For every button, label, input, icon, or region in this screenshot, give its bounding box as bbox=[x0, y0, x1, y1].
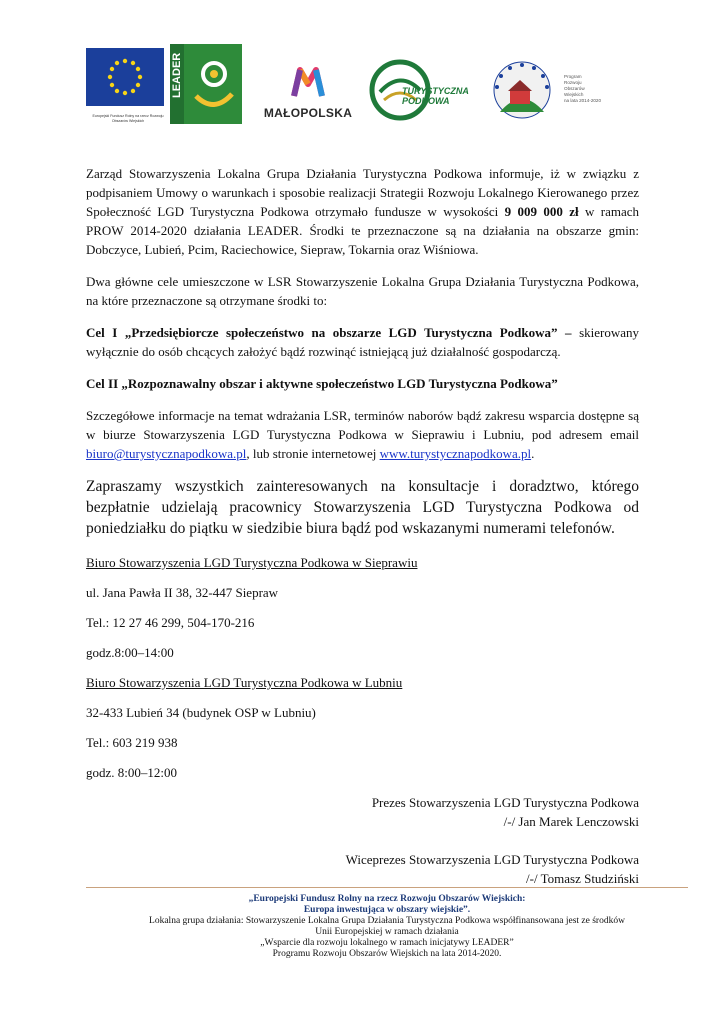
leader-text: LEADER bbox=[171, 52, 183, 98]
funding-amount: 9 009 000 zł bbox=[504, 204, 579, 219]
footer-line-6: Programu Rozwoju Obszarów Wiejskich na lata 2014-2020. bbox=[272, 949, 502, 959]
signature-2-name: /-/ Tomasz Studziński bbox=[526, 871, 639, 886]
eu-caption: Europejski Fundusz Rolny na rzecz Rozwoju Obszarów Wiejskich bbox=[92, 114, 164, 123]
intro-text-b: w ramach PROW 2014-2020 działania LEADER. Środki te przeznaczone są na działania na obszarze gmin: Dobczyce, Lubień, Pcim, Raciechowice, Siepraw, Tokarnia oraz Wiśniowa. bbox=[86, 204, 639, 257]
office-2-title: Biuro Stowarzyszenia LGD Turystyczna Podkowa w Lubniu bbox=[86, 675, 403, 690]
email-link[interactable]: biuro@turystycznapodkowa.pl bbox=[86, 446, 247, 461]
turystyczna-text-1: TURYSTYCZNA bbox=[402, 86, 469, 96]
malopolska-text: MAŁOPOLSKA bbox=[263, 106, 353, 120]
details-text-a: Szczegółowe informacje na temat wdrażania LSR, terminów naborów bądź zakresu wsparcia dostępne są w biurze Stowarzyszenia LGD Turystyczna Podkowa w Sieprawiu i Lubniu, pod adresem email bbox=[86, 408, 639, 442]
goal-2-paragraph bbox=[86, 374, 639, 393]
signature-1-name: /-/ Jan Marek Lenczowski bbox=[503, 814, 639, 829]
goal-1-title: Cel I „Przedsiębiorcze społeczeństwo na obszarze LGD Turystyczna Podkowa” – bbox=[86, 325, 572, 340]
prow-logo bbox=[490, 56, 554, 126]
footer bbox=[86, 894, 688, 960]
leader-logo bbox=[170, 44, 242, 124]
turystyczna-podkowa-text bbox=[402, 86, 488, 106]
footer-line-2: Europa inwestująca w obszary wiejskie”. bbox=[303, 905, 471, 915]
intro-text-a: Zarząd Stowarzyszenia Lokalna Grupa Działania Turystyczna Podkowa informuje, iż w związku z podpisaniem Umowy o warunkach i sposobie realizacji Strategii Rozwoju Lokalnego Kierowanego przez Społeczność LGD Turystyczna Podkowa otrzymało fundusze w wysokości bbox=[86, 166, 639, 219]
footer-line-5: „Wsparcie dla rozwoju lokalnego w ramach inicjatywy LEADER” bbox=[260, 938, 514, 948]
footer-line-1: „Europejski Fundusz Rolny na rzecz Rozwoju Obszarów Wiejskich: bbox=[248, 894, 526, 904]
turystyczna-text-2: PODKOWA bbox=[402, 96, 450, 106]
footer-line-4: Unii Europejskiej w ramach działania bbox=[315, 927, 459, 937]
prow-text-line: na lata 2014-2020 bbox=[564, 98, 602, 103]
footer-divider bbox=[86, 887, 688, 888]
office-1-hours: godz.8:00–14:00 bbox=[86, 645, 174, 660]
office-1-address: ul. Jana Pawła II 38, 32-447 Siepraw bbox=[86, 585, 279, 600]
goals-intro-paragraph: Dwa główne cele umieszczone w LSR Stowarzyszenie Lokalna Grupa Działania Turystyczna Podkowa, na które przeznaczone są otrzymane środki to: bbox=[86, 274, 639, 308]
office-2-address: 32-433 Lubień 34 (budynek OSP w Lubniu) bbox=[86, 705, 316, 720]
prow-text-line: Program bbox=[564, 74, 582, 79]
website-link[interactable]: www.turystycznapodkowa.pl bbox=[379, 446, 532, 461]
footer-line-3: Lokalna grupa działania: Stowarzyszenie Lokalna Grupa Działania Turystyczna Podkowa współfinansowana jest ze środków bbox=[149, 916, 625, 926]
prow-text-line: Rozwoju bbox=[564, 80, 582, 85]
office-2-phone: Tel.: 603 219 938 bbox=[86, 735, 178, 750]
office-1-title: Biuro Stowarzyszenia LGD Turystyczna Podkowa w Sieprawiu bbox=[86, 555, 418, 570]
details-text-b: , lub stronie internetowej bbox=[246, 446, 380, 461]
eu-flag-logo bbox=[86, 48, 164, 123]
prow-text-line: Obszarów bbox=[564, 86, 585, 91]
details-paragraph bbox=[86, 406, 639, 463]
invitation-paragraph: Zapraszamy wszystkich zainteresowanych na konsultacje i doradztwo, którego bezpłatnie udzielają pracownicy Stowarzyszenia LGD Turystyczna Podkowa od poniedziałku do piątku w siedzibie biura bądź pod wskazanymi numerami telefonów. bbox=[86, 478, 639, 537]
goal-2-title: Cel II „Rozpoznawalny obszar i aktywne społeczeństwo LGD Turystyczna Podkowa” bbox=[86, 376, 558, 391]
details-text-c: . bbox=[531, 446, 535, 461]
signature-1-title: Prezes Stowarzyszenia LGD Turystyczna Podkowa bbox=[371, 795, 639, 810]
signature-2-title: Wiceprezes Stowarzyszenia LGD Turystyczna Podkowa bbox=[345, 852, 639, 867]
goal-1-description: skierowany wyłącznie do osób chcących założyć bądź rozwinąć istniejącą już działalność gospodarczą. bbox=[86, 325, 639, 359]
office-2-hours: godz. 8:00–12:00 bbox=[86, 765, 177, 780]
office-1-phone: Tel.: 12 27 46 299, 504-170-216 bbox=[86, 615, 255, 630]
prow-text-line: Wiejskich bbox=[564, 92, 584, 97]
goal-1-paragraph bbox=[86, 323, 639, 361]
intro-paragraph bbox=[86, 164, 639, 259]
prow-text bbox=[564, 74, 644, 104]
logo-bar bbox=[86, 40, 646, 132]
document-body bbox=[86, 164, 639, 888]
